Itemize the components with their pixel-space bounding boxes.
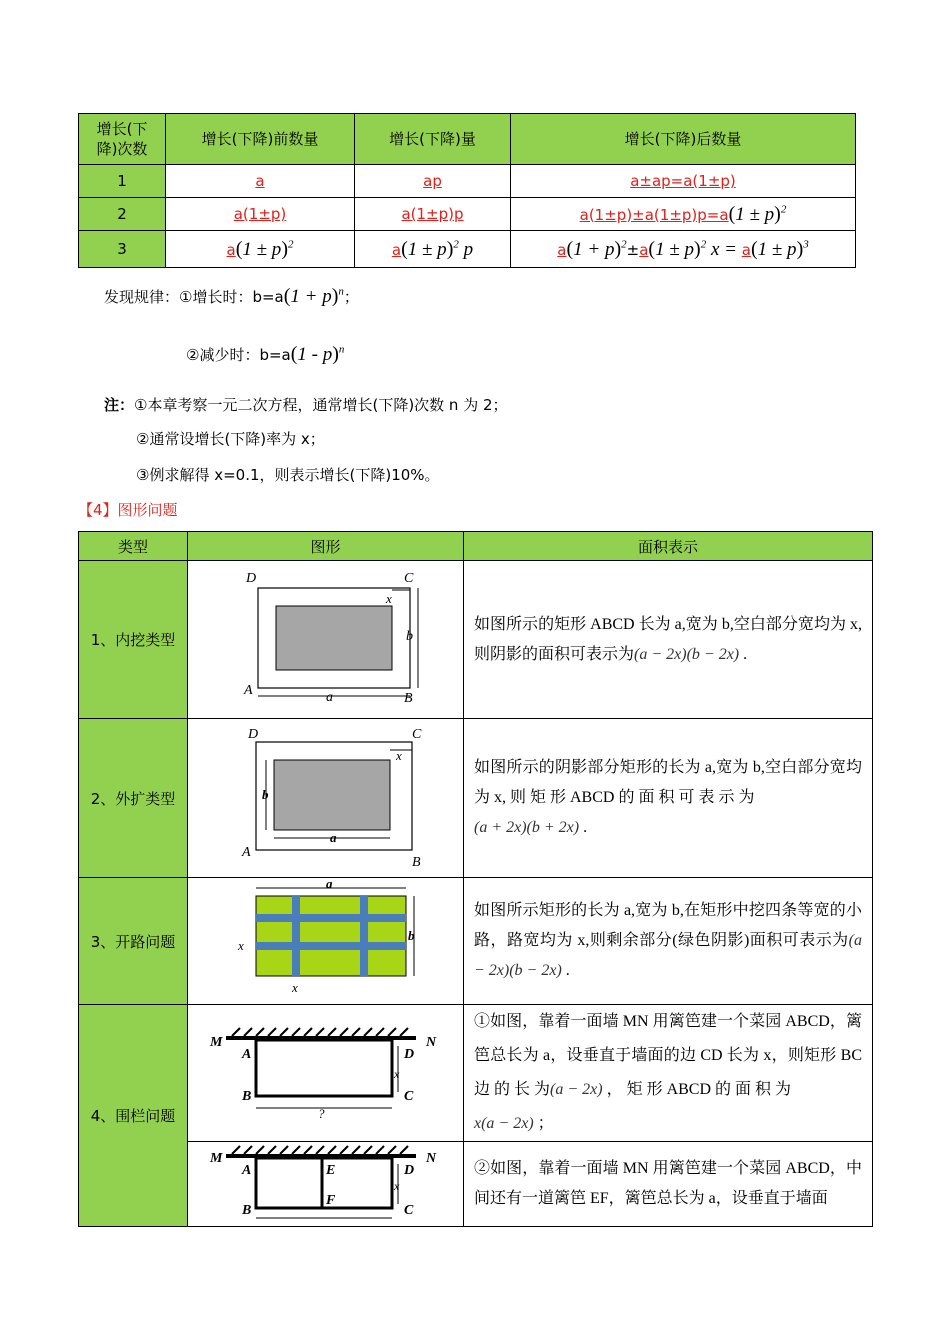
svg-text:x: x <box>393 1067 399 1081</box>
svg-text:b: b <box>405 628 413 644</box>
desc-2: 如图所示的阴影部分矩形的长为 a,宽为 b,空白部分宽均为 x, 则 矩 形 ABCD 的 面 积 可 表 示 为 (a + 2x)(b + 2x) . <box>464 719 873 878</box>
note-1: 注：①本章考察一元二次方程，通常增长(下降)次数 n 为 2； <box>104 396 508 414</box>
row1-n: 1 <box>79 165 166 198</box>
inner-dig-diagram <box>226 568 426 708</box>
svg-text:D: D <box>403 1047 414 1062</box>
row3-after: $a(1 + p)^2\pm a(1 \pm p)^2$ $x = a(1 \pm p)^3$ <box>511 231 856 268</box>
desc-3: 如图所示矩形的长为 a,宽为 b,在矩形中挖四条等宽的小路，路宽均为 x,则剩余部分(绿色阴影)面积可表示为(a − 2x)(b − 2x) . <box>464 878 873 1005</box>
row2-after: $a(1\pm p)\pm a(1\pm p)p=a(1 \pm p)^2$ <box>511 198 856 231</box>
svg-text:B: B <box>411 854 421 869</box>
svg-text:x: x <box>395 747 402 763</box>
type-2: 2、外扩类型 <box>79 719 188 878</box>
desc-4b: ②如图，靠着一面墙 MN 用篱笆建一个菜园 ABCD，中间还有一道篱笆 EF，篱笆总长为 a，设垂直于墙面 <box>464 1142 873 1227</box>
section-title: 【4】图形问题 <box>78 501 178 519</box>
svg-text:x: x <box>291 980 298 995</box>
type-4: 4、围栏问题 <box>79 1005 188 1227</box>
type-3: 3、开路问题 <box>79 878 188 1005</box>
row2-before: a(1±p) <box>166 198 355 231</box>
svg-text:D: D <box>403 1163 414 1178</box>
row1-before: a <box>166 165 355 198</box>
desc-4a: ①如图，靠着一面墙 MN 用篱笆建一个菜园 ABCD，篱笆总长为 a，设垂直于墙面的边 CD 长为 x，则矩形 BC 边 的 长 为(a − 2x) ， 矩 形 ABCD 的 面 积 为 x(a − 2x) ； <box>464 1005 873 1142</box>
road-diagram <box>226 880 426 998</box>
figure-fence-2 <box>188 1142 464 1227</box>
header-after: 增长(下降)后数量 <box>511 114 856 165</box>
header-figure: 图形 <box>188 532 464 561</box>
row1-amount: ap <box>355 165 511 198</box>
svg-text:E: E <box>325 1163 335 1178</box>
svg-text:b: b <box>407 928 414 943</box>
header-amount: 增长(下降)量 <box>355 114 511 165</box>
shape-table <box>78 531 873 1227</box>
svg-text:C: C <box>411 726 421 742</box>
figure-inner-dig <box>188 561 464 719</box>
row3-before: $a(1 \pm p)^2$ <box>166 231 355 268</box>
svg-text:b: b <box>261 786 268 802</box>
type-1: 1、内挖类型 <box>79 561 188 719</box>
svg-text:?: ? <box>317 1106 324 1121</box>
svg-text:A: A <box>241 1047 251 1062</box>
svg-text:B: B <box>241 1203 251 1218</box>
figure-outer-expand <box>188 719 464 878</box>
header-before: 增长(下降)前数量 <box>166 114 355 165</box>
svg-text:x: x <box>237 938 244 953</box>
svg-text:A: A <box>241 844 251 860</box>
svg-text:x: x <box>385 590 392 606</box>
svg-text:F: F <box>325 1193 335 1208</box>
row1-after: a±ap=a(1±p) <box>511 165 856 198</box>
svg-text:N: N <box>425 1035 436 1050</box>
desc-1: 如图所示的矩形 ABCD 长为 a,宽为 b,空白部分宽均为 x,则阴影的面积可表示为(a − 2x)(b − 2x) . <box>464 561 873 719</box>
fence-1-diagram <box>206 1016 446 1126</box>
note-3: ③例求解得 x=0.1，则表示增长(下降)10%。 <box>136 466 440 484</box>
svg-text:B: B <box>403 690 413 706</box>
note-2: ②通常设增长(下降)率为 x； <box>136 430 325 448</box>
fence-2-diagram <box>206 1142 446 1222</box>
header-area: 面积表示 <box>464 532 873 561</box>
svg-text:a: a <box>325 880 332 891</box>
header-count: 增长(下 降)次数 <box>79 114 166 165</box>
svg-text:A: A <box>241 1163 251 1178</box>
row2-n: 2 <box>79 198 166 231</box>
svg-text:M: M <box>209 1151 222 1166</box>
row3-amount: $a(1 \pm p)^2$ p <box>355 231 511 268</box>
svg-text:B: B <box>241 1089 251 1104</box>
growth-table <box>78 113 856 268</box>
svg-text:C: C <box>403 1203 413 1218</box>
outer-expand-diagram <box>226 724 426 869</box>
row3-n: 3 <box>79 231 166 268</box>
header-type: 类型 <box>79 532 188 561</box>
svg-text:A: A <box>243 682 253 698</box>
rule-decrease: ②减少时：b=a(1 - p)$^n$ <box>186 343 345 365</box>
svg-text:a: a <box>329 829 336 845</box>
svg-text:x: x <box>393 1179 399 1193</box>
svg-text:D: D <box>245 570 256 586</box>
svg-text:C: C <box>403 570 413 586</box>
row2-amount: a(1±p)p <box>355 198 511 231</box>
figure-fence-1 <box>188 1005 464 1142</box>
svg-text:C: C <box>403 1089 413 1104</box>
svg-text:D: D <box>247 726 258 742</box>
rule-growth: 发现规律：①增长时：$b=a(1 + p)^n$； <box>104 285 359 307</box>
svg-text:a: a <box>325 689 333 705</box>
svg-text:M: M <box>209 1035 222 1050</box>
svg-text:N: N <box>425 1151 436 1166</box>
figure-road <box>188 878 464 1005</box>
